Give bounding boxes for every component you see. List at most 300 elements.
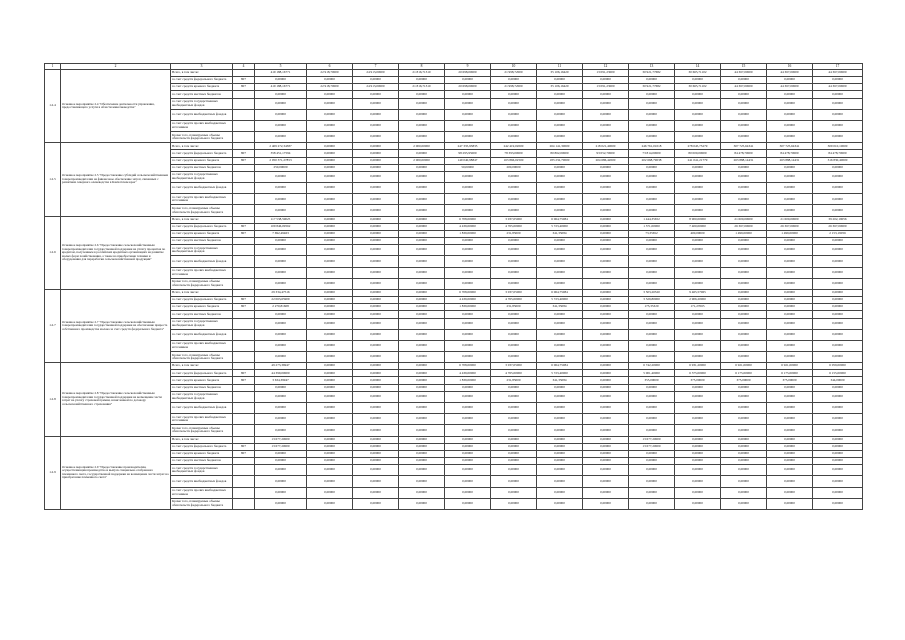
amount-cell: 0,00000 <box>813 164 863 171</box>
amount-cell: 0,00000 <box>675 384 721 391</box>
amount-cell: 0,00000 <box>491 425 537 436</box>
amount-cell: 0,00000 <box>353 216 399 223</box>
amount-cell: 0,00000 <box>307 425 353 436</box>
amount-cell: 0,00000 <box>767 98 813 109</box>
amount-cell: 0,00000 <box>767 194 813 205</box>
amount-cell: 0,00000 <box>445 329 491 340</box>
column-header-16: 16 <box>767 64 813 70</box>
section-code: 1.2.5 <box>45 143 61 216</box>
amount-cell: 0,00000 <box>629 391 675 402</box>
amount-cell: 0,00000 <box>399 329 445 340</box>
amount-cell: 0,00000 <box>445 476 491 487</box>
funding-source-label: за счет средств внебюджетных фондов <box>171 476 233 487</box>
column-header-1: 1 <box>45 64 61 70</box>
amount-cell: 0,00000 <box>537 267 583 278</box>
amount-cell: 4 439,00000 <box>445 223 491 230</box>
amount-cell: 0,00000 <box>307 370 353 377</box>
section-title: Основное мероприятие 2.7 "Предоставление сельскохозяйственным товаропроизводителям государственной поддержки на обеспечение прироста собственного производства молока за счет средств федерального бюджета" <box>61 289 171 362</box>
funding-source-label: Кроме того, планируемые объемы обязательств федерального бюджета <box>171 425 233 436</box>
amount-cell: 0,00000 <box>629 120 675 131</box>
funding-source-label: Всего, в том числе: <box>171 363 233 370</box>
amount-cell: 4 439,00000 <box>445 296 491 303</box>
kbk-code <box>233 216 255 223</box>
amount-cell: 231,85000 <box>491 377 537 384</box>
kbk-code: 807 <box>233 304 255 311</box>
amount-cell: 6 064,75084 <box>537 216 583 223</box>
amount-cell: 0,00000 <box>721 476 767 487</box>
amount-cell: 0,00000 <box>767 304 813 311</box>
column-header-6: 6 <box>307 64 353 70</box>
amount-cell: 0,00000 <box>445 403 491 414</box>
amount-cell: 7 400,00000 <box>675 223 721 230</box>
amount-cell: 0,00000 <box>813 443 863 450</box>
amount-cell: 0,00000 <box>255 403 307 414</box>
amount-cell: 0,00000 <box>675 91 721 98</box>
funding-source-label: за счет средств прочих внебюджетных источников <box>171 487 233 498</box>
amount-cell: 0,00000 <box>675 425 721 436</box>
amount-cell: 0,00000 <box>583 238 629 245</box>
amount-cell: 0,00000 <box>399 296 445 303</box>
kbk-code <box>233 425 255 436</box>
amount-cell: 1 839,00000 <box>445 230 491 237</box>
amount-cell: 0,00000 <box>813 436 863 443</box>
amount-cell: 0,00000 <box>537 311 583 318</box>
kbk-code <box>233 352 255 363</box>
amount-cell: 0,00000 <box>399 238 445 245</box>
amount-cell: 0,00000 <box>629 311 675 318</box>
amount-cell: 4 765,00000 <box>491 223 537 230</box>
amount-cell: 0,00000 <box>675 256 721 267</box>
amount-cell: 0,00000 <box>491 487 537 498</box>
amount-cell: 21 600,00000 <box>767 216 813 223</box>
amount-cell: 0,00000 <box>813 256 863 267</box>
amount-cell: 0,00000 <box>721 352 767 363</box>
amount-cell: 0,00000 <box>353 414 399 425</box>
amount-cell: 0,00000 <box>721 450 767 457</box>
amount-cell: 78 393,00000 <box>491 150 537 157</box>
amount-cell: 0,00000 <box>813 403 863 414</box>
amount-cell: 0,00000 <box>307 436 353 443</box>
amount-cell: 316 830,40000 <box>813 157 863 164</box>
amount-cell: 44 367,00000 <box>813 70 863 77</box>
amount-cell: 0,00000 <box>813 304 863 311</box>
kbk-code: 807 <box>233 77 255 84</box>
amount-cell: 0,00000 <box>255 487 307 498</box>
amount-cell: 231,85000 <box>491 230 537 237</box>
amount-cell: 0,00000 <box>767 352 813 363</box>
amount-cell: 0,00000 <box>767 443 813 450</box>
amount-cell: 0,00000 <box>583 487 629 498</box>
amount-cell: 35 106,16420 <box>537 84 583 91</box>
amount-cell: 0,00000 <box>445 77 491 84</box>
kbk-code: 807 <box>233 84 255 91</box>
amount-cell: 0,00000 <box>629 340 675 351</box>
kbk-code <box>233 143 255 150</box>
amount-cell: 0,00000 <box>721 267 767 278</box>
amount-cell: 0,00000 <box>537 414 583 425</box>
funding-source-label: за счет средств внебюджетных фондов <box>171 183 233 194</box>
amount-cell: 0,00000 <box>583 256 629 267</box>
amount-cell: 0,00000 <box>813 450 863 457</box>
section-title: Основное мероприятие 2.8 "Предоставление сельскохозяйственным товаропроизводителям государственной поддержки на возмещение части затрат на уплату страховой премии, начисленной по договору сельскохозяйственного страхования" <box>61 363 171 436</box>
amount-cell: 0,00000 <box>629 425 675 436</box>
amount-cell: 0,00000 <box>307 340 353 351</box>
amount-cell: 80 000,00000 <box>675 150 721 157</box>
amount-cell: 0,00000 <box>399 256 445 267</box>
kbk-code: 807 <box>233 377 255 384</box>
amount-cell: 0,00000 <box>399 450 445 457</box>
amount-cell: 0,00000 <box>537 450 583 457</box>
amount-cell: 0,00000 <box>721 443 767 450</box>
amount-cell: 0,00000 <box>255 414 307 425</box>
kbk-code <box>233 120 255 131</box>
amount-cell: 0,00000 <box>767 132 813 143</box>
amount-cell: 1 839,00000 <box>445 304 491 311</box>
amount-cell: 309 010,10000 <box>813 143 863 150</box>
amount-cell: 0,00000 <box>255 425 307 436</box>
amount-cell: 0,00000 <box>491 120 537 131</box>
amount-cell: 0,00000 <box>255 476 307 487</box>
amount-cell: 0,00000 <box>491 352 537 363</box>
amount-cell: 0,00000 <box>353 164 399 171</box>
amount-cell: 0,00000 <box>255 132 307 143</box>
amount-cell: 0,00000 <box>353 425 399 436</box>
amount-cell: 21 816,71310 <box>399 70 445 77</box>
amount-cell: 0,00000 <box>813 391 863 402</box>
amount-cell: 0,00000 <box>491 278 537 289</box>
amount-cell: 0,00000 <box>721 340 767 351</box>
amount-cell: 0,00000 <box>307 296 353 303</box>
amount-cell: 0,00000 <box>629 403 675 414</box>
amount-cell: 0,00000 <box>353 157 399 164</box>
amount-cell: 200,00000 <box>491 164 537 171</box>
amount-cell: 0,00000 <box>353 238 399 245</box>
amount-cell: 35 106,16420 <box>537 70 583 77</box>
amount-cell: 0,00000 <box>399 109 445 120</box>
amount-cell: 0,00000 <box>307 150 353 157</box>
amount-cell: 0,00000 <box>353 230 399 237</box>
amount-cell: 0,00000 <box>629 318 675 329</box>
kbk-code <box>233 91 255 98</box>
kbk-code <box>233 476 255 487</box>
amount-cell: 250,00000 <box>255 164 307 171</box>
amount-cell: 0,00000 <box>307 311 353 318</box>
amount-cell: 0,00000 <box>813 120 863 131</box>
table-row <box>45 70 863 77</box>
amount-cell: 0,00000 <box>721 304 767 311</box>
amount-cell: 6 708,00000 <box>445 216 491 223</box>
amount-cell: 0,00000 <box>813 425 863 436</box>
amount-cell: 0,00000 <box>629 352 675 363</box>
amount-cell: 20 698,00000 <box>445 70 491 77</box>
amount-cell: 0,00000 <box>537 457 583 464</box>
section-title: Основное мероприятие 2.4 "Обеспечение деятельности управления, предоставляющего услуги в области животноводства" <box>61 70 171 143</box>
amount-cell: 0,00000 <box>399 370 445 377</box>
amount-cell: 0,00000 <box>583 363 629 370</box>
funding-source-label: Кроме того, планируемые объемы обязательств федерального бюджета <box>171 205 233 216</box>
amount-cell: 0,00000 <box>767 245 813 256</box>
amount-cell: 20 698,00000 <box>445 84 491 91</box>
amount-cell: 0,00000 <box>491 414 537 425</box>
funding-source-label: за счет средств местных бюджетов <box>171 238 233 245</box>
amount-cell: 0,00000 <box>445 498 491 509</box>
kbk-code <box>233 267 255 278</box>
amount-cell: 6 931,20000 <box>675 363 721 370</box>
amount-cell: 0,00000 <box>399 318 445 329</box>
amount-cell: 0,00000 <box>307 391 353 402</box>
amount-cell: 5 723,40000 <box>537 223 583 230</box>
amount-cell: 0,00000 <box>813 194 863 205</box>
amount-cell: 6 059,00000 <box>813 363 863 370</box>
amount-cell: 0,00000 <box>445 132 491 143</box>
column-header-7: 7 <box>353 64 399 70</box>
amount-cell: 0,00000 <box>491 450 537 457</box>
section-code: 1.2.8 <box>45 363 61 436</box>
amount-cell: 0,00000 <box>813 132 863 143</box>
amount-cell: 0,00000 <box>307 377 353 384</box>
amount-cell: 0,00000 <box>767 487 813 498</box>
amount-cell: 0,00000 <box>767 267 813 278</box>
funding-source-label: за счет средств местных бюджетов <box>171 311 233 318</box>
kbk-code <box>233 318 255 329</box>
amount-cell: 93 052,70000 <box>583 150 629 157</box>
amount-cell: 0,00000 <box>491 238 537 245</box>
amount-cell: 246 761,01018 <box>629 143 675 150</box>
funding-source-label: за счет средств прочих внебюджетных источников <box>171 414 233 425</box>
amount-cell: 0,00000 <box>255 278 307 289</box>
amount-cell: 6 921,00000 <box>767 363 813 370</box>
amount-cell: 26 367,00000 <box>813 223 863 230</box>
amount-cell: 0,00000 <box>675 238 721 245</box>
amount-cell: 0,00000 <box>537 425 583 436</box>
amount-cell: 7 692,49463 <box>255 230 307 237</box>
amount-cell: 13 677,20000 <box>629 443 675 450</box>
amount-cell: 0,00000 <box>307 465 353 476</box>
amount-cell: 0,00000 <box>491 340 537 351</box>
amount-cell: 0,00000 <box>583 245 629 256</box>
amount-cell: 0,00000 <box>675 132 721 143</box>
kbk-code: 807 <box>233 450 255 457</box>
section-code: 1.2.9 <box>45 436 61 509</box>
amount-cell: 0,00000 <box>583 311 629 318</box>
funding-source-label: за счет средств федерального бюджета <box>171 443 233 450</box>
amount-cell: 0,00000 <box>675 171 721 182</box>
funding-source-label: за счет средств краевого бюджета <box>171 84 233 91</box>
amount-cell: 0,00000 <box>813 77 863 84</box>
amount-cell: 419 188,16771 <box>255 70 307 77</box>
amount-cell: 241 041,21779 <box>675 157 721 164</box>
amount-cell: 0,00000 <box>491 311 537 318</box>
amount-cell: 0,00000 <box>353 370 399 377</box>
amount-cell: 419 188,16771 <box>255 84 307 91</box>
amount-cell: 0,00000 <box>675 318 721 329</box>
amount-cell: 0,00000 <box>675 311 721 318</box>
amount-cell: 0,00000 <box>255 329 307 340</box>
amount-cell: 0,00000 <box>629 487 675 498</box>
amount-cell: 0,00000 <box>583 296 629 303</box>
amount-cell: 0,00000 <box>399 183 445 194</box>
funding-source-label: за счет средств прочих внебюджетных источников <box>171 340 233 351</box>
amount-cell: 0,00000 <box>721 164 767 171</box>
kbk-code <box>233 278 255 289</box>
amount-cell: 0,00000 <box>399 476 445 487</box>
amount-cell: 0,00000 <box>445 238 491 245</box>
amount-cell: 0,00000 <box>353 457 399 464</box>
amount-cell: 0,00000 <box>399 487 445 498</box>
amount-cell: 0,00000 <box>675 194 721 205</box>
amount-cell: 0,00000 <box>721 77 767 84</box>
funding-source-label: за счет средств федерального бюджета <box>171 370 233 377</box>
amount-cell: 0,00000 <box>399 363 445 370</box>
amount-cell: 355,00000 <box>629 377 675 384</box>
amount-cell: 80 862,00000 <box>537 150 583 157</box>
amount-cell: 0,00000 <box>399 311 445 318</box>
amount-cell: 13 091,23000 <box>583 84 629 91</box>
amount-cell: 0,00000 <box>353 150 399 157</box>
amount-cell: 0,00000 <box>353 120 399 131</box>
amount-cell: 0,00000 <box>307 109 353 120</box>
amount-cell: 0,00000 <box>255 498 307 509</box>
funding-source-label: за счет средств краевого бюджета <box>171 450 233 457</box>
amount-cell: 0,00000 <box>583 183 629 194</box>
amount-cell: 13 091,23000 <box>583 70 629 77</box>
amount-cell: 0,00000 <box>445 318 491 329</box>
amount-cell: 0,00000 <box>307 77 353 84</box>
kbk-code <box>233 465 255 476</box>
amount-cell: 0,00000 <box>629 164 675 171</box>
amount-cell: 6 175,00000 <box>767 370 813 377</box>
amount-cell: 0,00000 <box>629 194 675 205</box>
amount-cell: 0,00000 <box>813 183 863 194</box>
kbk-code <box>233 436 255 443</box>
amount-cell: 6 175,00000 <box>721 370 767 377</box>
amount-cell: 0,00000 <box>583 436 629 443</box>
amount-cell: 0,00000 <box>537 164 583 171</box>
amount-cell: 0,00000 <box>767 77 813 84</box>
amount-cell: 0,00000 <box>399 120 445 131</box>
amount-cell: 0,00000 <box>399 443 445 450</box>
amount-cell: 0,00000 <box>767 238 813 245</box>
amount-cell: 0,00000 <box>255 318 307 329</box>
amount-cell: 0,00000 <box>629 450 675 457</box>
amount-cell: 0,00000 <box>583 223 629 230</box>
amount-cell: 0,00000 <box>307 216 353 223</box>
amount-cell: 0,00000 <box>721 498 767 509</box>
amount-cell: 0,00000 <box>255 205 307 216</box>
amount-cell: 247 335,93835 <box>445 143 491 150</box>
amount-cell: 0,00000 <box>675 329 721 340</box>
amount-cell: 0,00000 <box>767 436 813 443</box>
amount-cell: 218 021,40000 <box>583 143 629 150</box>
column-header-12: 12 <box>583 64 629 70</box>
amount-cell: 0,00000 <box>399 289 445 296</box>
funding-source-label: за счет средств местных бюджетов <box>171 384 233 391</box>
amount-cell: 0,00000 <box>629 91 675 98</box>
amount-cell: 0,00000 <box>583 329 629 340</box>
amount-cell: 0,00000 <box>583 352 629 363</box>
amount-cell: 0,00000 <box>399 150 445 157</box>
amount-cell: 0,00000 <box>255 450 307 457</box>
amount-cell: 0,00000 <box>767 425 813 436</box>
amount-cell: 0,00000 <box>307 450 353 457</box>
amount-cell: 0,00000 <box>813 465 863 476</box>
amount-cell: 0,00000 <box>537 487 583 498</box>
amount-cell: 1 371,00000 <box>629 223 675 230</box>
amount-cell: 0,00000 <box>629 132 675 143</box>
amount-cell: 0,00000 <box>629 98 675 109</box>
amount-cell: 0,00000 <box>399 465 445 476</box>
kbk-code <box>233 171 255 182</box>
kbk-code <box>233 311 255 318</box>
amount-cell: 0,00000 <box>675 457 721 464</box>
table-row <box>45 363 863 370</box>
amount-cell: 0,00000 <box>399 223 445 230</box>
amount-cell: 0,00000 <box>353 278 399 289</box>
amount-cell: 0,00000 <box>399 391 445 402</box>
amount-cell: 0,00000 <box>255 311 307 318</box>
amount-cell: 0,00000 <box>537 120 583 131</box>
amount-cell: 49 273,36947 <box>255 363 307 370</box>
amount-cell: 0,00000 <box>255 238 307 245</box>
amount-cell: 0,00000 <box>813 109 863 120</box>
amount-cell: 163 866,02500 <box>491 157 537 164</box>
amount-cell: 0,00000 <box>445 98 491 109</box>
amount-cell: 0,00000 <box>813 476 863 487</box>
amount-cell: 0,00000 <box>583 476 629 487</box>
amount-cell: 0,00000 <box>353 77 399 84</box>
amount-cell: 0,00000 <box>629 278 675 289</box>
amount-cell: 6 742,20000 <box>629 363 675 370</box>
amount-cell: 0,00000 <box>307 498 353 509</box>
funding-source-label: за счет средств местных бюджетов <box>171 164 233 171</box>
amount-cell: 0,00000 <box>491 384 537 391</box>
funding-source-label: Всего, в том числе: <box>171 143 233 150</box>
amount-cell: 0,00000 <box>537 340 583 351</box>
amount-cell: 0,00000 <box>583 230 629 237</box>
amount-cell: 0,00000 <box>813 296 863 303</box>
amount-cell: 0,00000 <box>629 476 675 487</box>
amount-cell: 0,00000 <box>583 132 629 143</box>
amount-cell: 0,00000 <box>353 205 399 216</box>
amount-cell: 183 232,70000 <box>537 157 583 164</box>
amount-cell: 0,00000 <box>537 498 583 509</box>
amount-cell: 13 677,20000 <box>629 436 675 443</box>
amount-cell: 24 913,00000 <box>353 84 399 91</box>
amount-cell: 0,00000 <box>583 443 629 450</box>
amount-cell: 0,00000 <box>537 98 583 109</box>
amount-cell: 0,00000 <box>721 194 767 205</box>
amount-cell: 0,00000 <box>767 450 813 457</box>
amount-cell: 0,00000 <box>255 171 307 182</box>
amount-cell: 149 040,98847 <box>445 157 491 164</box>
amount-cell: 6 064,75084 <box>537 363 583 370</box>
amount-cell: 341,35084 <box>537 304 583 311</box>
amount-cell: 0,00000 <box>629 109 675 120</box>
amount-cell: 0,00000 <box>767 465 813 476</box>
amount-cell: 0,00000 <box>583 205 629 216</box>
funding-source-label: Всего, в том числе: <box>171 70 233 77</box>
column-header-2: 2 <box>61 64 171 70</box>
amount-cell: 0,00000 <box>353 377 399 384</box>
amount-cell: 44 367,00000 <box>721 70 767 77</box>
funding-source-label: за счет средств внебюджетных фондов <box>171 329 233 340</box>
amount-cell: 0,00000 <box>255 183 307 194</box>
amount-cell: 0,00000 <box>445 391 491 402</box>
amount-cell: 0,00000 <box>583 194 629 205</box>
amount-cell: 0,00000 <box>491 245 537 256</box>
funding-source-label: за счет средств федерального бюджета <box>171 296 233 303</box>
amount-cell: 0,00000 <box>767 384 813 391</box>
